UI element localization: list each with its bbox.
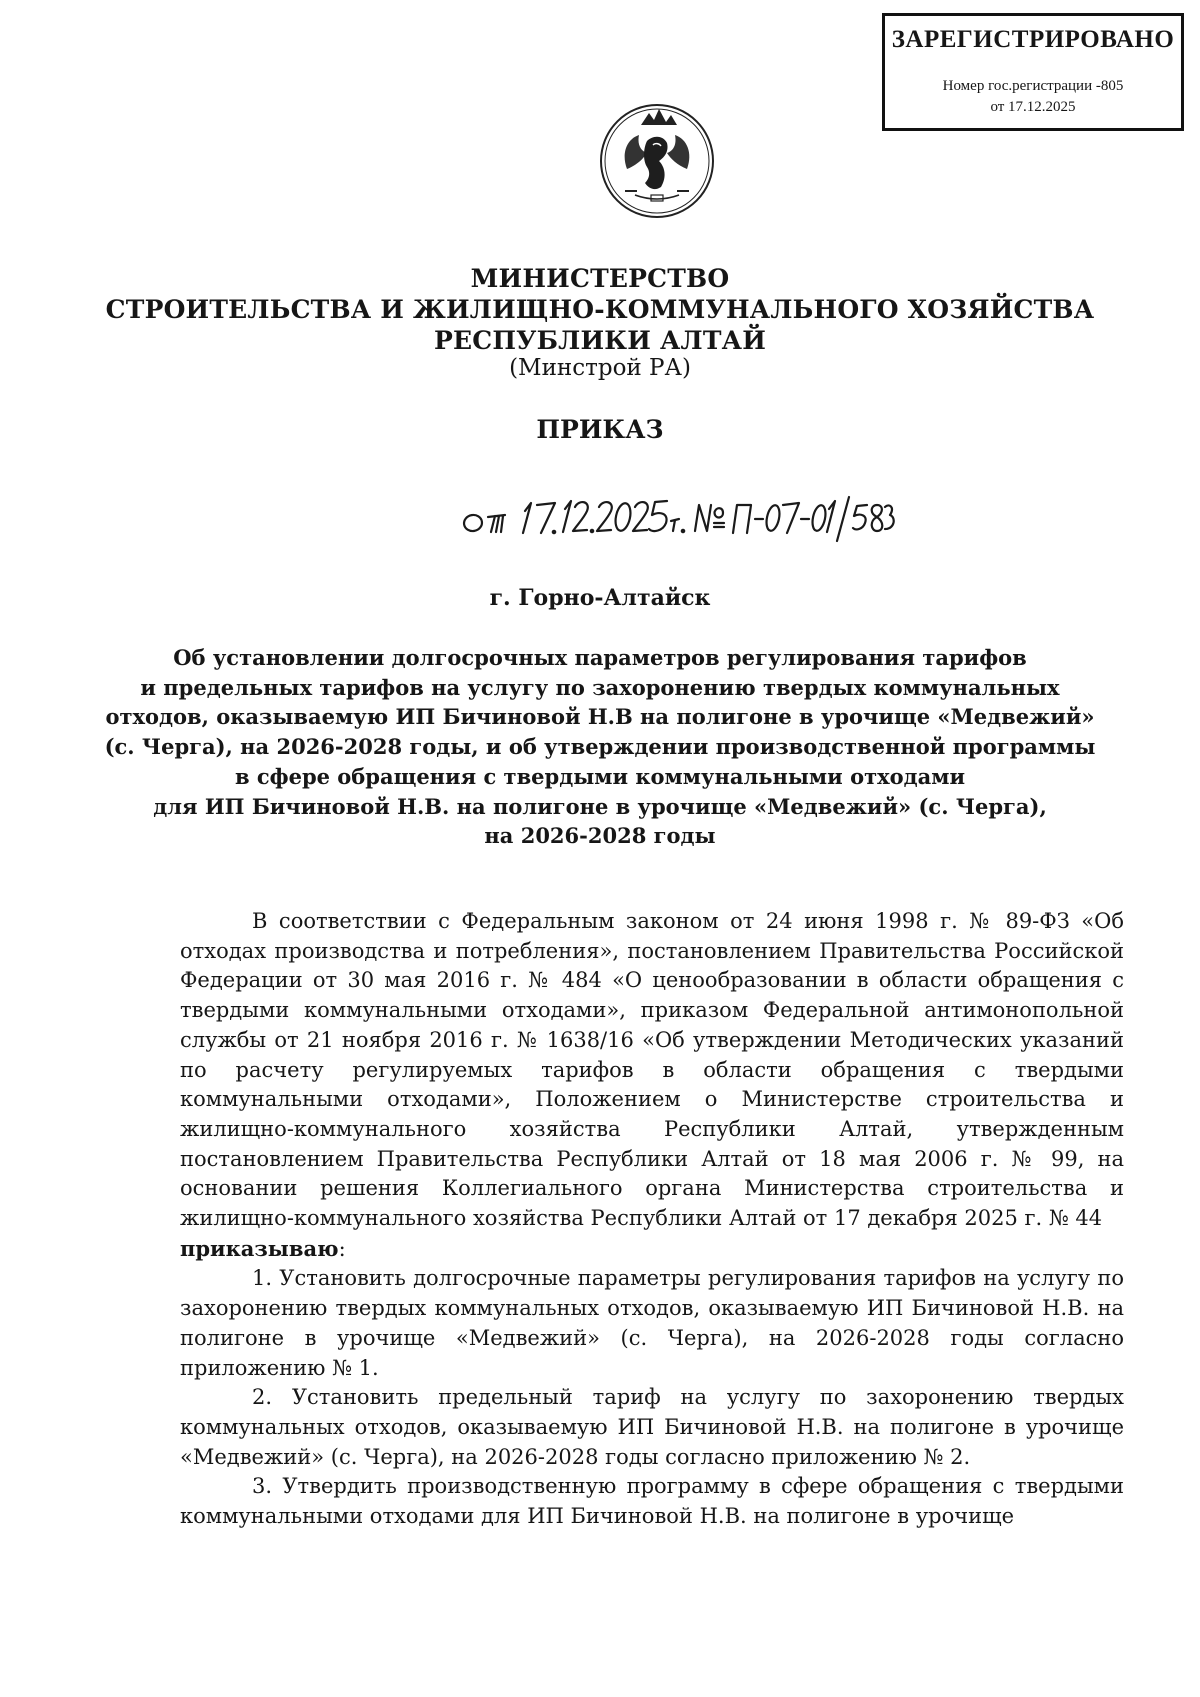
order-item-1: 1. Установить долгосрочные параметры регулирования тарифов на услугу по захоронению твердых коммунальных отходов, оказываемую ИП Бичиновой Н.В. на полигоне в урочище «Медвежий» (с. Черга), на 2026-2028 годы согласно приложению № 1. xyxy=(180,1266,1124,1380)
stamp-title: ЗАРЕГИСТРИРОВАНО xyxy=(891,26,1175,53)
subject-line: и предельных тарифов на услугу по захоронению твердых коммунальных xyxy=(140,674,1060,700)
city: г. Горно-Алтайск xyxy=(489,585,711,611)
order-subject xyxy=(0,643,1200,851)
order-item-2: 2. Установить предельный тариф на услугу по захоронению твердых коммунальных отходов, оказываемую ИП Бичиновой Н.В. на полигоне в урочище «Медвежий» (с. Черга), на 2026-2028 годы согласно приложению № 2. xyxy=(180,1385,1124,1469)
order-colon: : xyxy=(338,1236,346,1261)
subject-line: для ИП Бичиновой Н.В. на полигоне в урочище «Медвежий» (с. Черга), xyxy=(153,793,1047,819)
order-body xyxy=(180,907,1124,1532)
subject-line: (с. Черга), на 2026-2028 годы, и об утверждении производственной программы xyxy=(104,734,1096,760)
ministry-name xyxy=(0,263,1200,356)
order-word-line xyxy=(180,1234,1124,1265)
registration-stamp xyxy=(882,13,1184,131)
ministry-line-3: РЕСПУБЛИКИ АЛТАЙ xyxy=(433,326,767,355)
order-title: ПРИКАЗ xyxy=(536,415,664,444)
preamble-paragraph: В соответствии с Федеральным законом от 24 июня 1998 г. № 89-ФЗ «Об отходах производства и потребления», постановлением Правительства Российской Федерации от 30 мая 2016 г. № 484 «О ценообразовании в области обращения с твердыми коммунальными отходами», приказом Федеральной антимонопольной службы от 21 ноября 2016 г. № 1638/16 «Об утверждении Методических указаний по расчету регулируемых тарифов в области обращения с твердыми коммунальными отходами», Положением о Министерстве строительства и жилищно-коммунального хозяйства Республики Алтай, утвержденным постановлением Правительства Республики Алтай от 18 мая 2006 г. № 99, на основании решения Коллегиального органа Министерства строительства и жилищно-коммунального хозяйства Республики Алтай от 17 декабря 2025 г. № 44 xyxy=(180,909,1124,1231)
ministry-short-name: (Минстрой РА) xyxy=(509,355,691,381)
handwritten-date-number xyxy=(455,485,895,545)
subject-line: Об установлении долгосрочных параметров регулирования тарифов xyxy=(173,645,1027,670)
ministry-line-2: СТРОИТЕЛЬСТВА И ЖИЛИЩНО-КОММУНАЛЬНОГО ХОЗЯЙСТВА xyxy=(105,295,1095,324)
coat-of-arms-icon xyxy=(587,95,727,223)
subject-line: в сфере обращения с твердыми коммунальными отходами xyxy=(234,763,966,789)
stamp-reg-date: от 17.12.2025 xyxy=(990,99,1076,115)
subject-line: на 2026-2028 годы xyxy=(484,823,716,849)
ministry-line-1: МИНИСТЕРСТВО xyxy=(470,264,730,293)
stamp-reg-number: Номер гос.регистрации -805 xyxy=(942,78,1124,94)
subject-line: отходов, оказываемую ИП Бичиновой Н.В на полигоне в урочище «Медвежий» xyxy=(105,704,1095,730)
order-word: приказываю xyxy=(180,1235,339,1261)
order-item-3: 3. Утвердить производственную программу в сфере обращения с твердыми коммунальными отходами для ИП Бичиновой Н.В. на полигоне в урочище xyxy=(180,1474,1124,1529)
